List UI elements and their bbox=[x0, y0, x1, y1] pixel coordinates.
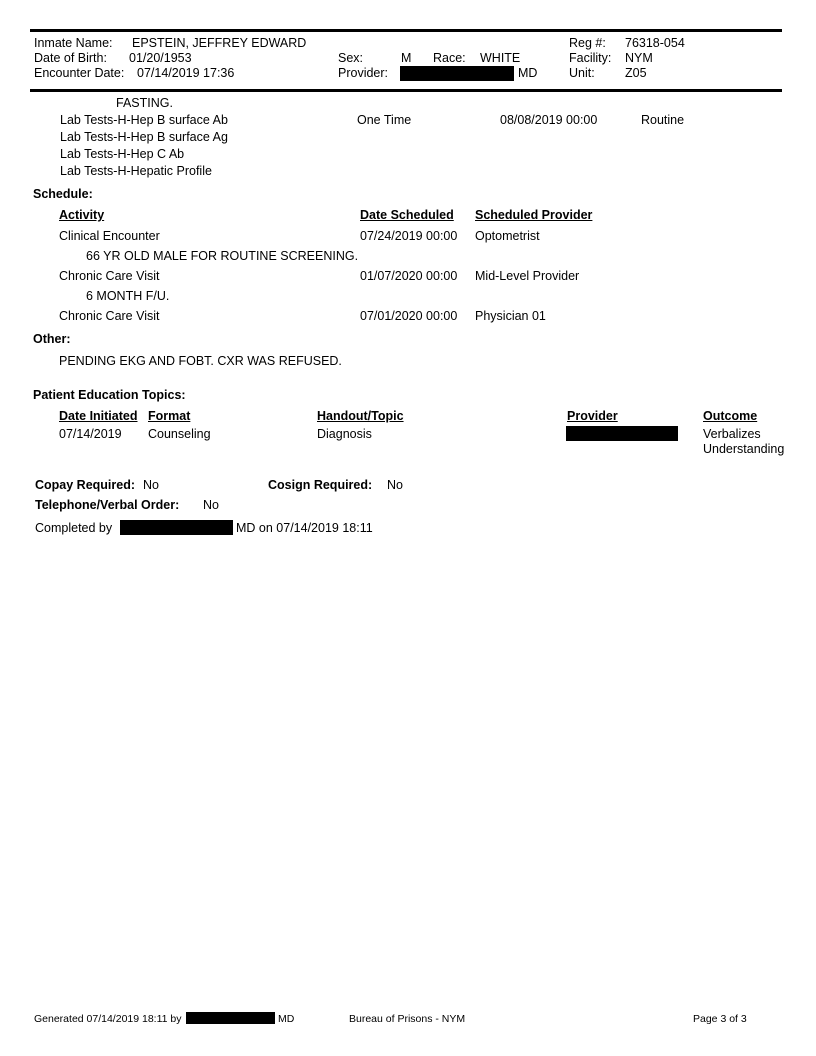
other-title: Other: bbox=[33, 332, 71, 346]
footer-generated-prefix: Generated 07/14/2019 18:11 by bbox=[34, 1013, 182, 1025]
race-label: Race: bbox=[433, 51, 466, 65]
schedule-provider: Optometrist bbox=[475, 229, 540, 243]
schedule-note: 66 YR OLD MALE FOR ROUTINE SCREENING. bbox=[86, 249, 359, 263]
cosign-label: Cosign Required: bbox=[268, 478, 373, 492]
fasting-note: FASTING. bbox=[116, 96, 173, 110]
dob-label: Date of Birth: bbox=[34, 51, 107, 65]
schedule-activity: Chronic Care Visit bbox=[59, 309, 160, 323]
education-col-provider: Provider bbox=[567, 409, 618, 423]
sex-label: Sex: bbox=[338, 51, 364, 65]
schedule-provider: Mid-Level Provider bbox=[475, 269, 580, 283]
schedule-note: 6 MONTH F/U. bbox=[86, 289, 170, 303]
facility-label: Facility: bbox=[569, 51, 612, 65]
copay-value: No bbox=[143, 478, 159, 492]
telephone-verbal-value: No bbox=[203, 498, 219, 512]
encounter-date-value: 07/14/2019 17:36 bbox=[137, 66, 235, 80]
lab-test: Lab Tests-H-Hep C Ab bbox=[60, 147, 185, 161]
sex-value: M bbox=[401, 51, 412, 65]
order-frequency: One Time bbox=[357, 113, 412, 127]
schedule-activity: Chronic Care Visit bbox=[59, 269, 160, 283]
lab-test: Lab Tests-H-Hepatic Profile bbox=[60, 164, 212, 178]
reg-value: 76318-054 bbox=[625, 36, 685, 50]
reg-label: Reg #: bbox=[569, 36, 606, 50]
copay-label: Copay Required: bbox=[35, 478, 136, 492]
schedule-date: 01/07/2020 00:00 bbox=[360, 269, 458, 283]
footer-generated-suffix: MD bbox=[278, 1013, 295, 1025]
education-col-outcome: Outcome bbox=[703, 409, 758, 423]
encounter-date-label: Encounter Date: bbox=[34, 66, 125, 80]
education-topic: Diagnosis bbox=[317, 427, 372, 441]
education-format: Counseling bbox=[148, 427, 211, 441]
education-col-topic: Handout/Topic bbox=[317, 409, 404, 423]
race-value: WHITE bbox=[480, 51, 521, 65]
header-bottom-rule bbox=[30, 89, 782, 92]
education-outcome-line1: Verbalizes bbox=[703, 427, 761, 441]
header-top-rule bbox=[30, 29, 782, 32]
schedule-title: Schedule: bbox=[33, 187, 93, 201]
footer-page-number: Page 3 of 3 bbox=[693, 1013, 747, 1025]
schedule-provider: Physician 01 bbox=[475, 309, 546, 323]
inmate-name-value: EPSTEIN, JEFFREY EDWARD bbox=[132, 36, 307, 50]
schedule-col-activity: Activity bbox=[59, 208, 105, 222]
education-date: 07/14/2019 bbox=[59, 427, 122, 441]
schedule-date: 07/24/2019 00:00 bbox=[360, 229, 458, 243]
education-col-format: Format bbox=[148, 409, 191, 423]
telephone-verbal-label: Telephone/Verbal Order: bbox=[35, 498, 180, 512]
provider-label: Provider: bbox=[338, 66, 389, 80]
lab-test: Lab Tests-H-Hep B surface Ag bbox=[60, 130, 228, 144]
order-priority: Routine bbox=[641, 113, 685, 127]
completed-by-redaction bbox=[120, 520, 233, 535]
education-col-date: Date Initiated bbox=[59, 409, 138, 423]
schedule-col-provider: Scheduled Provider bbox=[475, 208, 593, 222]
schedule-col-date: Date Scheduled bbox=[360, 208, 454, 222]
footer-center: Bureau of Prisons - NYM bbox=[349, 1013, 466, 1025]
unit-label: Unit: bbox=[569, 66, 595, 80]
schedule-activity: Clinical Encounter bbox=[59, 229, 160, 243]
education-provider-redaction bbox=[566, 426, 678, 441]
cosign-value: No bbox=[387, 478, 403, 492]
order-due-date: 08/08/2019 00:00 bbox=[500, 113, 598, 127]
provider-suffix: MD bbox=[518, 66, 538, 80]
education-title: Patient Education Topics: bbox=[33, 388, 186, 402]
footer-generator-redaction bbox=[186, 1012, 275, 1024]
facility-value: NYM bbox=[625, 51, 653, 65]
provider-redaction bbox=[400, 66, 514, 81]
inmate-name-label: Inmate Name: bbox=[34, 36, 113, 50]
other-text: PENDING EKG AND FOBT. CXR WAS REFUSED. bbox=[59, 354, 342, 368]
schedule-date: 07/01/2020 00:00 bbox=[360, 309, 458, 323]
lab-test: Lab Tests-H-Hep B surface Ab bbox=[60, 113, 228, 127]
completed-by-prefix: Completed by bbox=[35, 521, 113, 535]
education-outcome-line2: Understanding bbox=[703, 442, 785, 456]
dob-value: 01/20/1953 bbox=[129, 51, 192, 65]
completed-by-suffix: MD on 07/14/2019 18:11 bbox=[236, 521, 373, 535]
unit-value: Z05 bbox=[625, 66, 647, 80]
